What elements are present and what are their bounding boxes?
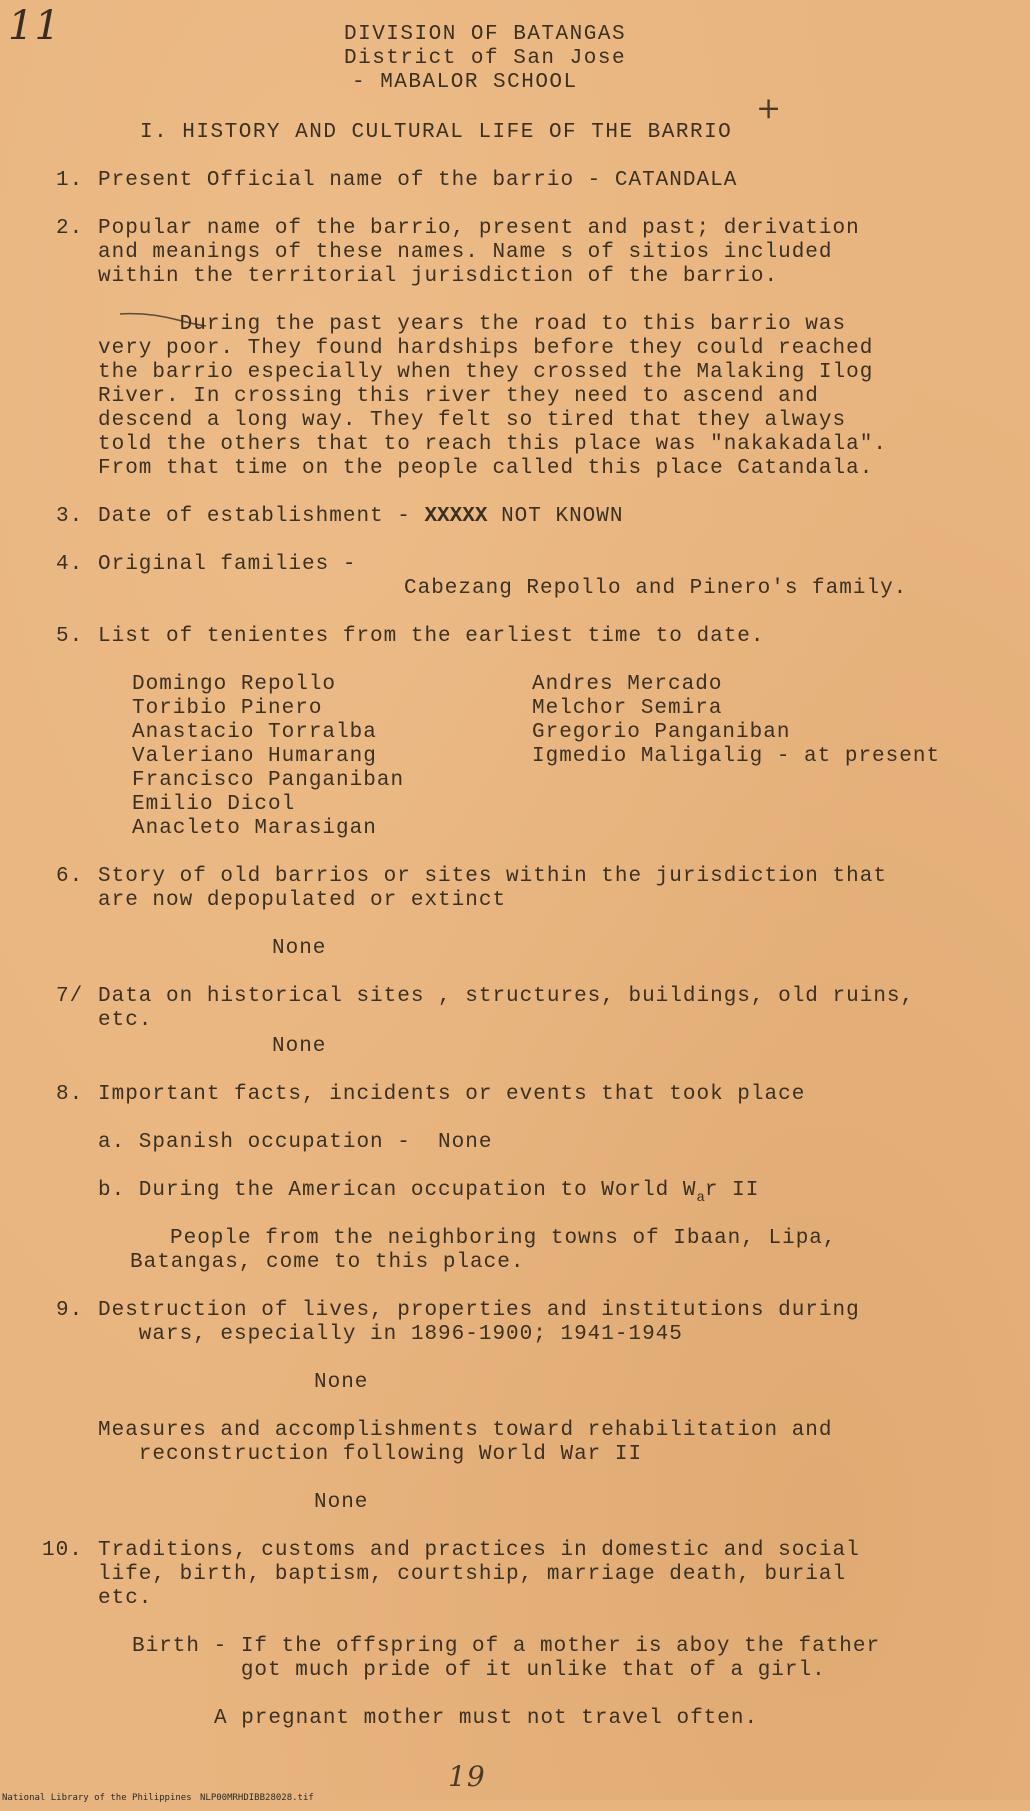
teniente-name: Francisco Panganiban xyxy=(132,769,405,792)
teniente-name: Igmedio Maligalig - at present xyxy=(532,745,941,768)
item-8b-text: b. During the American occupation to World W xyxy=(98,1179,697,1202)
item-8-answer-line: Batangas, come to this place. xyxy=(130,1251,525,1274)
teniente-name: Domingo Repollo xyxy=(132,673,337,696)
item-4-text: Original families - xyxy=(98,553,357,576)
item-number: 3. xyxy=(56,505,84,528)
item-1-text: Present Official name of the barrio - CATANDALA xyxy=(98,169,738,192)
teniente-name: Gregorio Panganiban xyxy=(532,721,791,744)
item-2-answer-line: During the past years the road to this barrio was xyxy=(98,313,847,336)
item-7-answer: None xyxy=(272,1035,327,1058)
struck-out-text: XXXXX xyxy=(424,505,488,528)
division-heading: DIVISION OF BATANGAS xyxy=(344,23,627,46)
item-8b xyxy=(98,1178,759,1205)
item-3-text: Date of establishment - xyxy=(98,505,425,528)
teniente-name: Andres Mercado xyxy=(532,673,723,696)
item-6-answer: None xyxy=(272,937,327,960)
item-9-line: wars, especially in 1896-1900; 1941-1945 xyxy=(98,1323,683,1346)
item-8-text: Important facts, incidents or events that took place xyxy=(98,1083,806,1106)
item-2-answer-line: River. In crossing this river they need to ascend and xyxy=(98,385,819,408)
item-2-answer-line: From that time on the people called this place Catandala. xyxy=(98,457,874,480)
item-number: 1. xyxy=(56,169,84,192)
handwritten-page-number: 19 xyxy=(448,1760,486,1793)
teniente-name: Melchor Semira xyxy=(532,697,723,720)
teniente-name: Emilio Dicol xyxy=(132,793,296,816)
birth-line: got much pride of it unlike that of a girl. xyxy=(132,1659,826,1682)
item-10-line: etc. xyxy=(98,1587,153,1610)
item-3-answer: NOT KNOWN xyxy=(487,505,624,528)
teniente-name: Anastacio Torralba xyxy=(132,721,377,744)
margin-check-mark: + xyxy=(756,91,783,126)
item-2-answer-line: the barrio especially when they crossed the Malaking Ilog xyxy=(98,361,874,384)
item-8a: a. Spanish occupation - None xyxy=(98,1131,493,1154)
teniente-name: Anacleto Marasigan xyxy=(132,817,377,840)
item-number: 10. xyxy=(42,1539,83,1562)
item-8b-text-end: r II xyxy=(704,1179,760,1202)
item-8b-subscript: a xyxy=(696,1190,705,1206)
corner-handwritten-mark: 11 xyxy=(8,3,61,49)
item-2-question-line: and meanings of these names. Name s of sitios included xyxy=(98,241,833,264)
school-heading: - MABALOR SCHOOL xyxy=(352,71,578,94)
district-heading: District of San Jose xyxy=(344,47,627,70)
item-10-line: Traditions, customs and practices in domestic and social xyxy=(98,1539,860,1562)
measures-line: reconstruction following World War II xyxy=(98,1443,643,1466)
item-number: 6. xyxy=(56,865,84,888)
item-7-line: Data on historical sites , structures, buildings, old ruins, xyxy=(98,985,915,1008)
item-number: 2. xyxy=(56,217,84,240)
item-number: 8. xyxy=(56,1083,84,1106)
item-9-answer: None xyxy=(314,1371,369,1394)
library-credit: National Library of the Philippines xyxy=(2,1793,192,1803)
teniente-name: Valeriano Humarang xyxy=(132,745,377,768)
item-2-answer-line: descend a long way. They felt so tired that they always xyxy=(98,409,847,432)
item-10-line: life, birth, baptism, courtship, marriage death, burial xyxy=(98,1563,847,1586)
item-2-question-line: Popular name of the barrio, present and past; derivation xyxy=(98,217,860,240)
item-2-answer-line: told the others that to reach this place was "nakakadala". xyxy=(98,433,887,456)
item-8-answer-line: People from the neighboring towns of Ibaan, Lipa, xyxy=(170,1227,837,1250)
item-4-answer: Cabezang Repollo and Pinero's family. xyxy=(404,577,908,600)
pregnant-line: A pregnant mother must not travel often. xyxy=(214,1707,759,1730)
item-number: 5. xyxy=(56,625,84,648)
item-6-line: Story of old barrios or sites within the jurisdiction that xyxy=(98,865,887,888)
item-3-line xyxy=(98,504,624,530)
item-7-line: etc. xyxy=(98,1009,153,1032)
section-title: I. HISTORY AND CULTURAL LIFE OF THE BARRIO xyxy=(140,121,733,144)
file-name: NLP00MRHDIBB28028.tif xyxy=(200,1793,314,1803)
measures-answer: None xyxy=(314,1491,369,1514)
item-number: 9. xyxy=(56,1299,84,1322)
item-6-line: are now depopulated or extinct xyxy=(98,889,507,912)
item-5-text: List of tenientes from the earliest time to date. xyxy=(98,625,765,648)
item-2-answer-line: very poor. They found hardships before they could reached xyxy=(98,337,874,360)
item-2-question-line: within the territorial jurisdiction of the barrio. xyxy=(98,265,779,288)
birth-line: Birth - If the offspring of a mother is aboy the father xyxy=(132,1635,881,1658)
teniente-name: Toribio Pinero xyxy=(132,697,323,720)
item-number: 4. xyxy=(56,553,84,576)
item-number: 7/ xyxy=(56,985,84,1008)
item-9-line: Destruction of lives, properties and institutions during xyxy=(98,1299,860,1322)
measures-line: Measures and accomplishments toward rehabilitation and xyxy=(98,1419,833,1442)
